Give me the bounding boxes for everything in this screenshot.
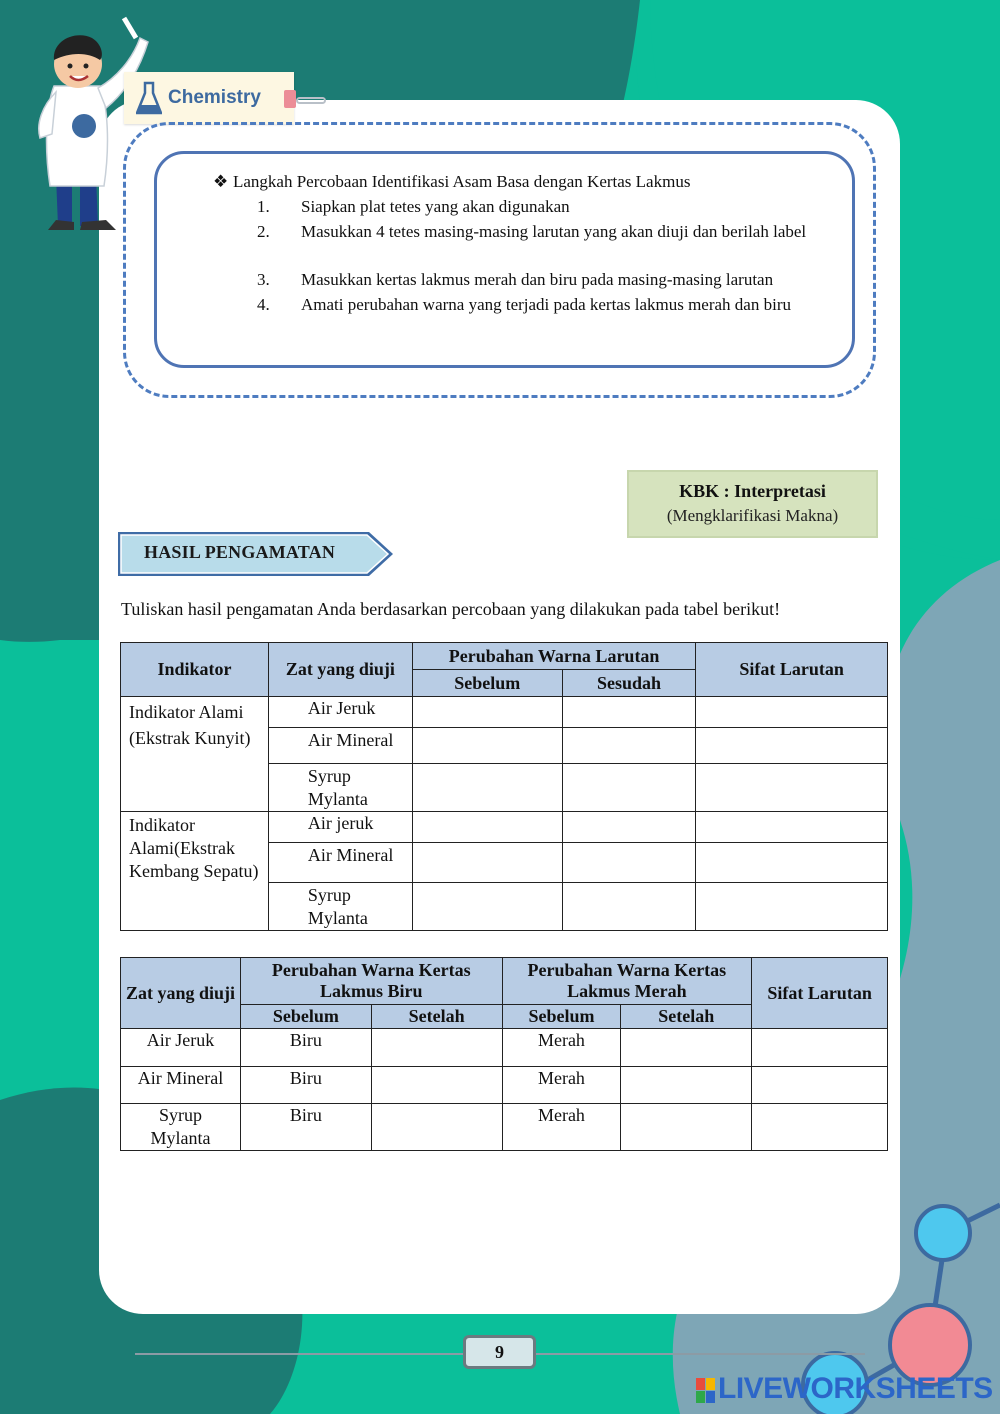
answer-cell-sifat[interactable] [696,843,888,883]
answer-cell-sesudah[interactable] [562,843,696,883]
answer-cell-sifat[interactable] [752,1067,888,1104]
diamond-bullet-icon: ❖ [213,172,229,191]
answer-cell-sifat[interactable] [752,1029,888,1067]
step-number: 2. [257,221,270,241]
steps-title [213,172,690,192]
answer-cell-sesudah[interactable] [562,883,696,931]
header-sifat: Sifat Larutan [752,958,888,1029]
step-number: 4. [257,294,270,314]
red-before-cell: Merah [502,1104,621,1151]
molecule-atom-blue [916,1206,970,1260]
substance-cell: Syrup Mylanta [268,883,412,931]
answer-cell-sesudah[interactable] [562,697,696,728]
step-text: Amati perubahan warna yang terjadi pada kertas lakmus merah dan biru [301,294,791,314]
answer-cell-sesudah[interactable] [562,812,696,843]
substance-cell: Air Mineral [268,728,412,764]
red-before-cell: Merah [502,1067,621,1104]
header-lakmus-biru: Perubahan Warna Kertas Lakmus Biru [240,958,502,1005]
header-setelah: Setelah [371,1005,502,1029]
substance-cell: Air Mineral [121,1067,241,1104]
header-sesudah: Sesudah [562,670,696,697]
answer-cell-sifat[interactable] [696,883,888,931]
header-sifat: Sifat Larutan [696,643,888,697]
indicator-cell: Indikator Alami(Ekstrak Kembang Sepatu) [121,812,269,931]
page-number: 9 [463,1335,536,1369]
header-lakmus-merah: Perubahan Warna Kertas Lakmus Merah [502,958,752,1005]
subject-tag [124,72,294,124]
step-number: 3. [257,270,270,289]
blue-before-cell: Biru [240,1029,371,1067]
header-setelah: Setelah [621,1005,752,1029]
flask-icon [136,81,162,115]
answer-cell-red-after[interactable] [621,1104,752,1151]
substance-cell: Air jeruk [268,812,412,843]
kbk-box [627,470,878,538]
answer-cell-blue-after[interactable] [371,1067,502,1104]
subject-tag-label: Chemistry [168,87,261,108]
answer-cell-sesudah[interactable] [562,764,696,812]
watermark-text: LIVEWORKSHEETS [718,1372,993,1405]
answer-cell-sifat[interactable] [696,697,888,728]
red-before-cell: Merah [502,1029,621,1067]
answer-cell-sebelum[interactable] [412,883,562,931]
answer-cell-sifat[interactable] [696,764,888,812]
observation-table-litmus [120,957,888,1151]
section-banner-label: HASIL PENGAMATAN [144,542,336,562]
paper-clip-wire [296,97,326,104]
answer-cell-sebelum[interactable] [412,843,562,883]
step-text: Siapkan plat tetes yang akan digunakan [301,197,570,216]
blue-before-cell: Biru [240,1104,371,1151]
steps-title-text: Langkah Percobaan Identifikasi Asam Basa dengan Kertas Lakmus [233,172,691,191]
header-sebelum: Sebelum [240,1005,371,1029]
answer-cell-sesudah[interactable] [562,728,696,764]
answer-cell-sebelum[interactable] [412,812,562,843]
answer-cell-blue-after[interactable] [371,1104,502,1151]
substance-cell: Syrup Mylanta [268,764,412,812]
kbk-title: KBK : Interpretasi [679,481,826,501]
paper-clip-icon [284,90,296,108]
answer-cell-sifat[interactable] [752,1104,888,1151]
header-zat: Zat yang diuji [121,958,241,1029]
substance-cell: Syrup Mylanta [121,1104,241,1151]
indicator-cell: Indikator Alami (Ekstrak Kunyit) [121,697,269,812]
answer-cell-sebelum[interactable] [412,728,562,764]
substance-cell: Air Jeruk [268,697,412,728]
header-indikator: Indikator [121,643,269,697]
substance-cell: Air Jeruk [121,1029,241,1067]
answer-cell-sebelum[interactable] [412,697,562,728]
answer-cell-red-after[interactable] [621,1029,752,1067]
answer-cell-red-after[interactable] [621,1067,752,1104]
liveworksheets-logo-icon [696,1378,716,1404]
header-perubahan: Perubahan Warna Larutan [412,643,696,670]
blue-before-cell: Biru [240,1067,371,1104]
answer-cell-sifat[interactable] [696,812,888,843]
header-sebelum: Sebelum [502,1005,621,1029]
kbk-subtitle: (Mengklarifikasi Makna) [666,506,839,525]
instruction-text: Tuliskan hasil pengamatan Anda berdasarkan percobaan yang dilakukan pada tabel berikut! [121,599,781,619]
observation-table-indicator [120,642,888,931]
substance-cell: Air Mineral [268,843,412,883]
header-zat: Zat yang diuji [268,643,412,697]
answer-cell-blue-after[interactable] [371,1029,502,1067]
step-text: Masukkan 4 tetes masing-masing larutan yang akan diuji dan berilah label [301,221,807,241]
step-number: 1. [257,197,270,216]
step-text: Masukkan kertas lakmus merah dan biru pada masing-masing larutan [301,270,774,289]
answer-cell-sebelum[interactable] [412,764,562,812]
answer-cell-sifat[interactable] [696,728,888,764]
header-sebelum: Sebelum [412,670,562,697]
